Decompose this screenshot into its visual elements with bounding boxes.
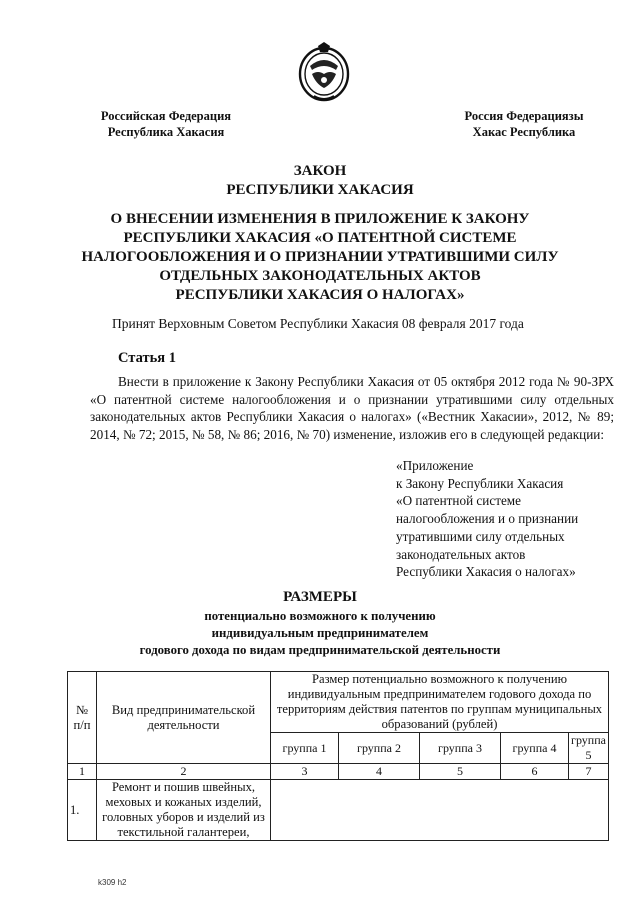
column-header-number: № п/п <box>68 672 97 764</box>
group-header: группа 1 <box>271 733 339 764</box>
sizes-subtitle-line: индивидуальным предпринимателем <box>211 626 429 640</box>
appendix-line: к Закону Республики Хакасия <box>396 475 564 491</box>
appendix-line: Республики Хакасия о налогах» <box>396 564 576 580</box>
header-right-republic: Хакас Республика <box>472 125 576 139</box>
row-values-empty <box>271 780 609 841</box>
column-number: 3 <box>271 764 339 780</box>
footer-code: k309 h2 <box>98 878 127 887</box>
header-left-republic: Республика Хакасия <box>107 125 225 139</box>
sizes-subtitle <box>60 608 580 659</box>
law-title-1: ЗАКОН <box>293 163 347 179</box>
sizes-subtitle-line: потенциально возможного к получению <box>204 609 436 623</box>
income-table <box>67 671 609 841</box>
group-header: группа 2 <box>339 733 420 764</box>
article-heading: Статья 1 <box>118 350 176 366</box>
appendix-line: утратившими силу отдельных <box>396 528 565 544</box>
law-subject <box>60 210 580 305</box>
appendix-line: налогообложения и о признании <box>396 511 579 527</box>
header-right-country: Россия Федерациязы <box>464 109 584 123</box>
column-number: 2 <box>97 764 271 780</box>
appendix-line: «О патентной системе <box>396 493 522 509</box>
column-number: 1 <box>68 764 97 780</box>
article-text: Внести в приложение к Закону Республики Хакасия от 05 октября 2012 года № 90-ЗРХ «О патентной системе налогообложения и о признании утратившими силу отдельных законодательных актов Республики Хакасия о налогах» («Вестник Хакасии», 2012, № 89; 2014, № 72; 2015, № 58, № 86; 2016, № 70) изменение, изложив его в следующей редакции: <box>90 374 614 442</box>
header-right <box>446 108 602 140</box>
law-subject-line: О ВНЕСЕНИИ ИЗМЕНЕНИЯ В ПРИЛОЖЕНИЕ К ЗАКОНУ <box>110 211 530 227</box>
column-number: 6 <box>501 764 569 780</box>
sizes-title: РАЗМЕРЫ <box>283 589 357 605</box>
column-header-kind: Вид предпринимательской деятельности <box>97 672 271 764</box>
law-subject-line: РЕСПУБЛИКИ ХАКАСИЯ «О ПАТЕНТНОЙ СИСТЕМЕ <box>123 230 517 246</box>
appendix-line: «Приложение <box>396 458 474 473</box>
column-number: 5 <box>420 764 501 780</box>
law-title-2: РЕСПУБЛИКИ ХАКАСИЯ <box>226 182 414 198</box>
group-header: группа 5 <box>569 733 609 764</box>
group-header: группа 3 <box>420 733 501 764</box>
row-kind: Ремонт и пошив швейных, меховых и кожаных изделий, головных уборов и изделий из текстильной галантереи, <box>97 780 271 841</box>
table-row <box>68 780 609 841</box>
article-text-block <box>90 373 614 443</box>
appendix-reference <box>396 457 626 581</box>
header-left-country: Российская Федерация <box>100 109 232 123</box>
column-number: 7 <box>569 764 609 780</box>
sizes-subtitle-line: годового дохода по видам предпринимательской деятельности <box>139 643 501 657</box>
group-header: группа 4 <box>501 733 569 764</box>
adoption-note: Принят Верховным Советом Республики Хакасия 08 февраля 2017 года <box>112 316 524 331</box>
coat-of-arms-emblem <box>296 40 352 104</box>
law-subject-line: РЕСПУБЛИКИ ХАКАСИЯ О НАЛОГАХ» <box>175 287 465 303</box>
law-subject-line: ОТДЕЛЬНЫХ ЗАКОНОДАТЕЛЬНЫХ АКТОВ <box>159 268 481 284</box>
column-header-size: Размер потенциально возможного к получению индивидуальным предпринимателем годового дохода по территориям действия патентов по группам муниципальных образований (рублей) <box>271 672 609 733</box>
appendix-line: законодательных актов <box>396 546 526 562</box>
law-subject-line: НАЛОГООБЛОЖЕНИЯ И О ПРИЗНАНИИ УТРАТИВШИМИ СИЛУ <box>81 249 559 265</box>
header-left <box>86 108 246 140</box>
column-number: 4 <box>339 764 420 780</box>
row-number: 1. <box>68 780 97 841</box>
